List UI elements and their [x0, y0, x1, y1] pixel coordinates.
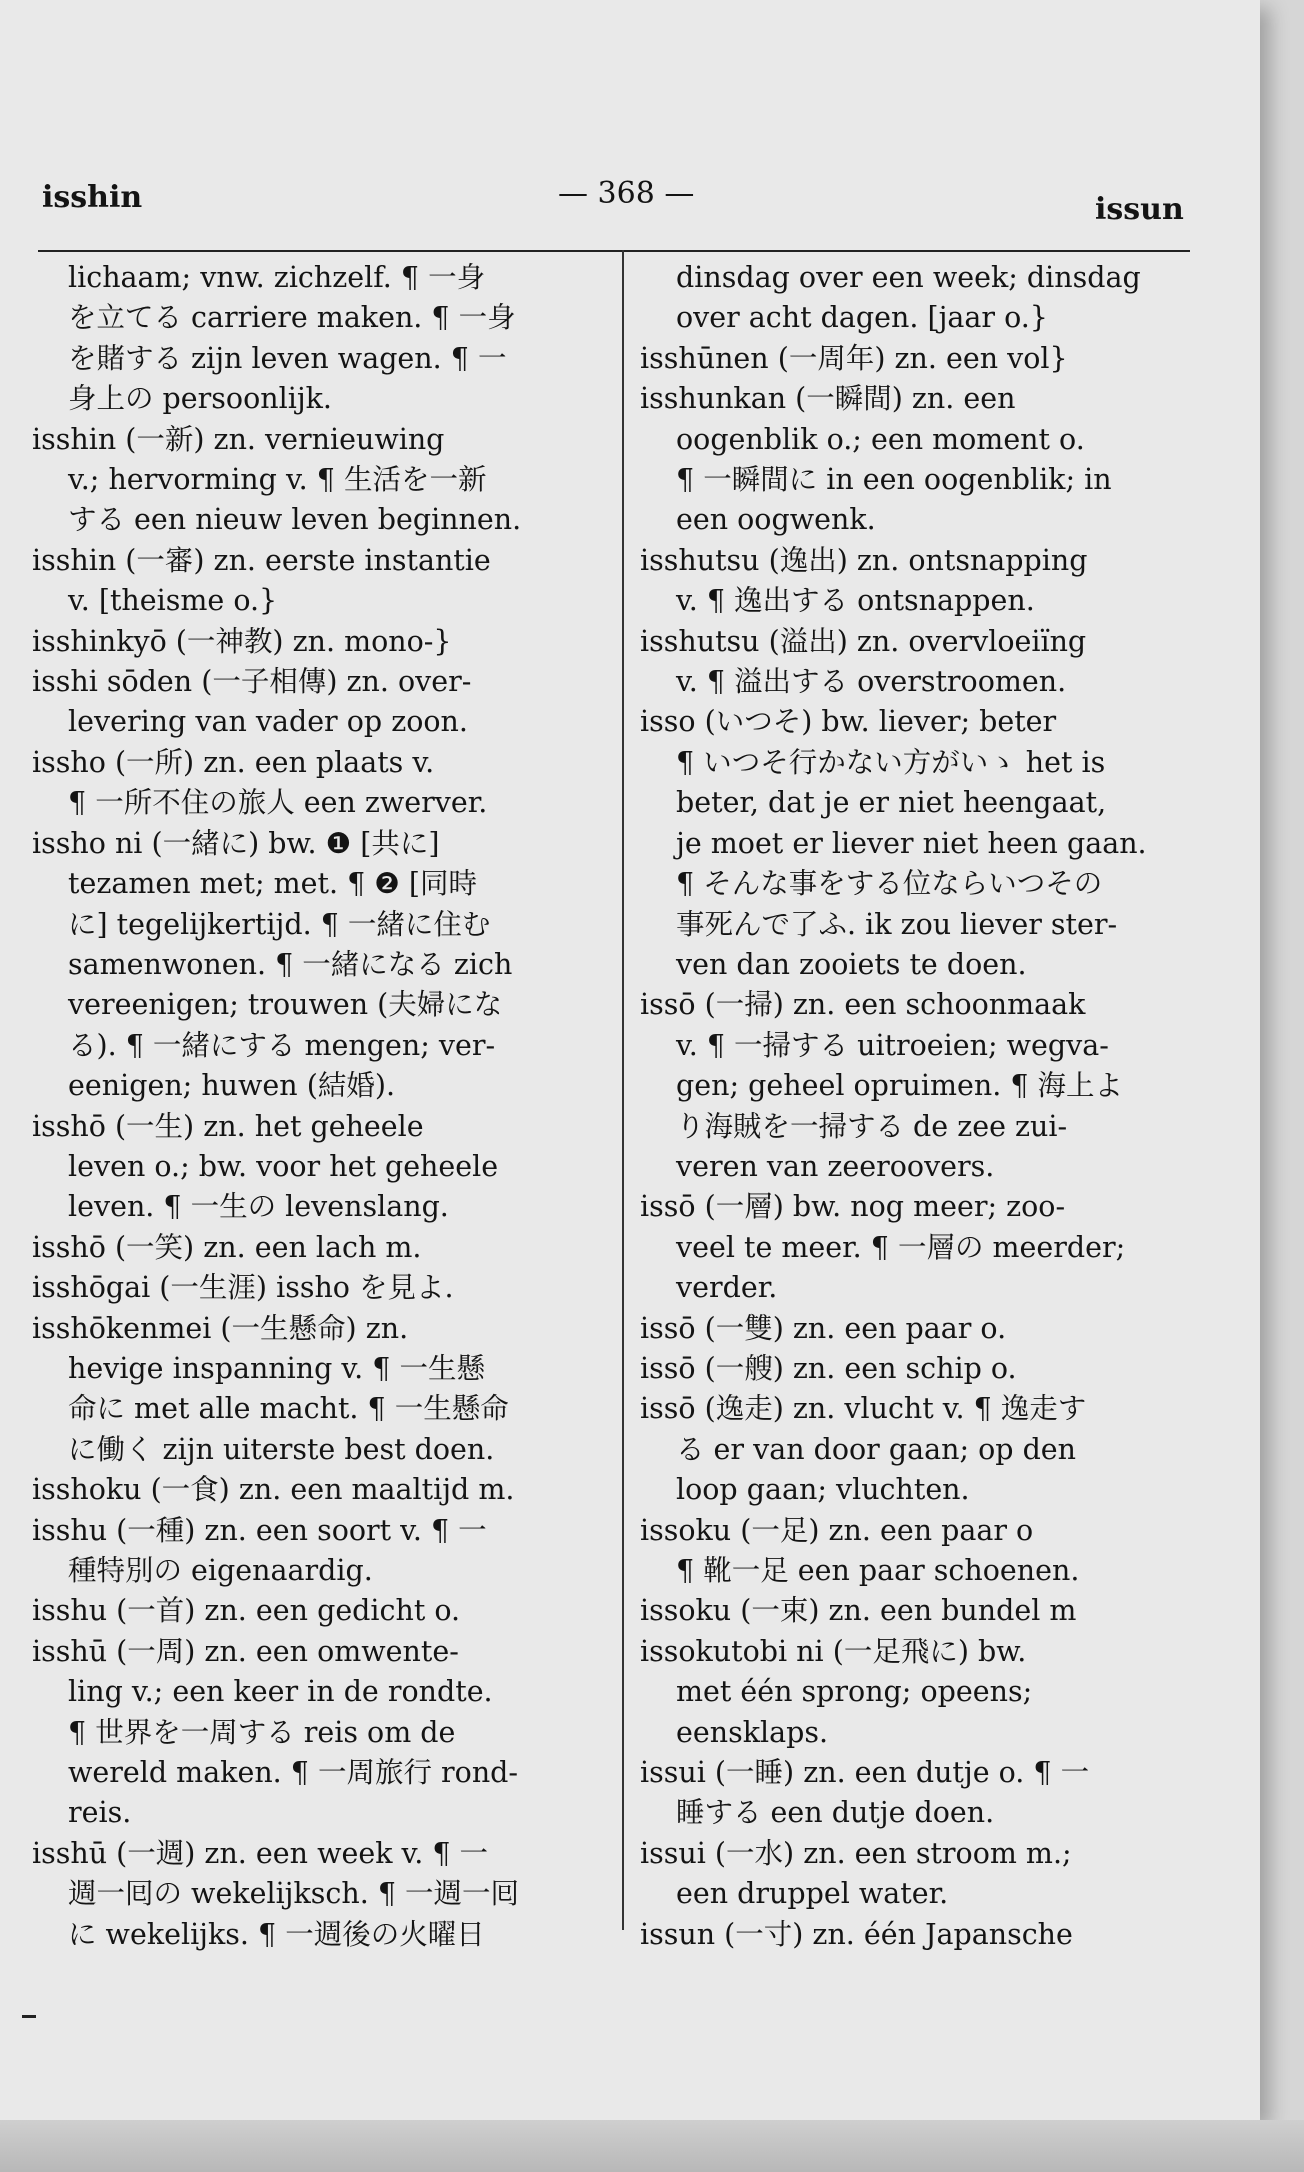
column-divider [622, 250, 624, 1930]
entry-headword-line: isshōkenmei (一生懸命) zn. [32, 1311, 409, 1345]
entry-continuation-line: met één sprong; opeens; [676, 1675, 1033, 1709]
entry-continuation-line: v.; hervorming v. ¶ 生活を一新 [68, 463, 487, 497]
entry-continuation-line: 事死んで了ふ. ik zou liever ster- [676, 907, 1118, 941]
entry-headword-line: issō (一雙) zn. een paar o. [640, 1311, 1007, 1345]
entry-continuation-line: eensklaps. [676, 1715, 829, 1749]
entry-headword-line: issō (一掃) zn. een schoonmaak [640, 988, 1086, 1022]
entry-continuation-line: る). ¶ 一緒にする mengen; ver- [68, 1028, 496, 1062]
page-edge [0, 2120, 1304, 2172]
entry-continuation-line: leven. ¶ 一生の levenslang. [68, 1190, 449, 1224]
entry-headword-line: issui (一睡) zn. een dutje o. ¶ 一 [640, 1756, 1090, 1790]
entry-continuation-line: hevige inspanning v. ¶ 一生懸 [68, 1351, 485, 1385]
entry-headword-line: issō (一艘) zn. een schip o. [640, 1351, 1017, 1385]
entry-headword-line: isshū (一週) zn. een week v. ¶ 一 [32, 1836, 489, 1870]
entry-continuation-line: veel te meer. ¶ 一層の meerder; [676, 1230, 1126, 1264]
entry-continuation-line: ling v.; een keer in de rondte. [68, 1675, 493, 1709]
entry-continuation-line: vereenigen; trouwen (夫婦にな [68, 988, 503, 1022]
entry-headword-line: isshu (一種) zn. een soort v. ¶ 一 [32, 1513, 487, 1547]
entry-continuation-line: に wekelijks. ¶ 一週後の火曜日 [68, 1917, 485, 1951]
entry-continuation-line: に] tegelijkertijd. ¶ 一緒に住む [68, 907, 491, 941]
entry-headword-line: isshū (一周) zn. een omwente- [32, 1634, 459, 1668]
entry-continuation-line: beter, dat je er niet heengaat, [676, 786, 1107, 820]
entry-continuation-line: り海賊を一掃する de zee zui- [676, 1109, 1068, 1143]
entry-continuation-line: 睡する een dutje doen. [676, 1796, 995, 1830]
entry-continuation-line: v. ¶ 一掃する uitroeien; wegva- [676, 1028, 1109, 1062]
entry-headword-line: issokutobi ni (一足飛に) bw. [640, 1634, 1027, 1668]
entry-headword-line: issoku (一足) zn. een paar o [640, 1513, 1034, 1547]
left-column [32, 258, 597, 1955]
entry-continuation-line: 週一囘の wekelijksch. ¶ 一週一囘 [68, 1877, 520, 1911]
entry-continuation-line: 種特別の eigenaardig. [68, 1554, 373, 1587]
entry-headword-line: issō (逸走) zn. vlucht v. ¶ 逸走す [640, 1392, 1087, 1426]
entry-continuation-line: v. ¶ 溢出する overstroomen. [676, 665, 1067, 699]
entry-headword-line: isshō (一笑) zn. een lach m. [32, 1230, 422, 1264]
right-column [640, 258, 1195, 1955]
entry-continuation-line: ¶ いつそ行かない方がいゝ het is [676, 745, 1106, 779]
entry-headword-line: isshin (一審) zn. eerste instantie [32, 543, 491, 577]
entry-continuation-line: lichaam; vnw. zichzelf. ¶ 一身 [68, 261, 486, 294]
entry-continuation-line: tezamen met; met. ¶ ❷ [同時 [68, 867, 478, 901]
entry-headword-line: isshō (一生) zn. het geheele [32, 1109, 424, 1143]
entry-headword-line: issun (一寸) zn. één Japansche [640, 1917, 1073, 1951]
page-number: — 368 — [558, 176, 695, 211]
entry-continuation-line: 命に met alle macht. ¶ 一生懸命 [68, 1392, 509, 1426]
entry-continuation-line: een druppel water. [676, 1877, 949, 1911]
entry-continuation-line: leven o.; bw. voor het geheele [68, 1149, 499, 1183]
entry-headword-line: isshoku (一食) zn. een maaltijd m. [32, 1473, 515, 1507]
entry-headword-line: issui (一水) zn. een stroom m.; [640, 1836, 1072, 1870]
entry-headword-line: issho (一所) zn. een plaats v. [32, 745, 435, 779]
entry-headword-line: isshutsu (溢出) zn. overvloeiïng [640, 624, 1087, 658]
entry-continuation-line: veren van zeeroovers. [676, 1149, 995, 1183]
entry-continuation-line: levering van vader op zoon. [68, 705, 468, 739]
entry-continuation-line: ¶ 世界を一周する reis om de [68, 1715, 456, 1749]
entry-continuation-line: wereld maken. ¶ 一周旅行 rond- [68, 1756, 519, 1790]
entry-headword-line: isso (いつそ) bw. liever; beter [640, 705, 1057, 739]
entry-headword-line: isshunkan (一瞬間) zn. een [640, 382, 1016, 416]
entry-continuation-line: を立てる carriere maken. ¶ 一身 [68, 301, 516, 335]
header-left-guide-word: isshin [42, 180, 143, 215]
entry-continuation-line: を賭する zijn leven wagen. ¶ 一 [68, 341, 507, 375]
entry-headword-line: isshu (一首) zn. een gedicht o. [32, 1594, 461, 1628]
entry-continuation-line: 身上の persoonlijk. [68, 382, 332, 416]
entry-continuation-line: gen; geheel opruimen. ¶ 海上よ [676, 1069, 1124, 1103]
entry-continuation-line: ¶ そんな事をする位ならいつその [676, 867, 1103, 901]
entry-continuation-line: loop gaan; vluchten. [676, 1473, 970, 1507]
entry-continuation-line: eenigen; huwen (結婚). [68, 1069, 396, 1103]
entry-continuation-line: reis. [68, 1796, 132, 1830]
entry-continuation-line: v. [theisme o.} [68, 584, 278, 618]
entry-headword-line: isshinkyō (一神教) zn. mono-} [32, 624, 452, 658]
margin-mark [22, 2015, 36, 2018]
entry-continuation-line: ¶ 靴一足 een paar schoenen. [676, 1554, 1080, 1587]
entry-headword-line: issō (一層) bw. nog meer; zoo- [640, 1190, 1066, 1224]
page-header [0, 170, 1260, 230]
entry-continuation-line: ¶ 一瞬間に in een oogenblik; in [676, 463, 1112, 497]
entry-continuation-line: ven dan zooiets te doen. [676, 947, 1027, 981]
entry-continuation-line: ¶ 一所不住の旅人 een zwerver. [68, 786, 488, 820]
entry-headword-line: isshōgai (一生涯) issho を見よ. [32, 1271, 454, 1305]
entry-headword-line: isshutsu (逸出) zn. ontsnapping [640, 543, 1088, 577]
entry-continuation-line: に働く zijn uiterste best doen. [68, 1432, 495, 1466]
entry-headword-line: isshi sōden (一子相傳) zn. over- [32, 665, 472, 699]
entry-continuation-line: je moet er liever niet heen gaan. [676, 826, 1147, 860]
entry-continuation-line: verder. [676, 1271, 778, 1305]
entry-continuation-line: る er van door gaan; op den [676, 1432, 1077, 1466]
entry-continuation-line: v. ¶ 逸出する ontsnappen. [676, 584, 1035, 618]
entry-continuation-line: samenwonen. ¶ 一緒になる zich [68, 947, 513, 981]
entry-headword-line: isshin (一新) zn. vernieuwing [32, 422, 445, 456]
entry-continuation-line: over acht dagen. [jaar o.} [676, 301, 1048, 335]
entry-headword-line: issoku (一束) zn. een bundel m [640, 1594, 1077, 1628]
header-rule [38, 250, 1190, 252]
entry-continuation-line: する een nieuw leven beginnen. [68, 503, 522, 537]
entry-continuation-line: oogenblik o.; een moment o. [676, 422, 1085, 456]
entry-continuation-line: een oogwenk. [676, 503, 876, 537]
entry-continuation-line: dinsdag over een week; dinsdag [676, 261, 1141, 294]
header-right-guide-word: issun [1095, 192, 1184, 227]
entry-headword-line: isshūnen (一周年) zn. een vol} [640, 341, 1068, 375]
entry-headword-line: issho ni (一緒に) bw. ❶ [共に] [32, 826, 440, 860]
